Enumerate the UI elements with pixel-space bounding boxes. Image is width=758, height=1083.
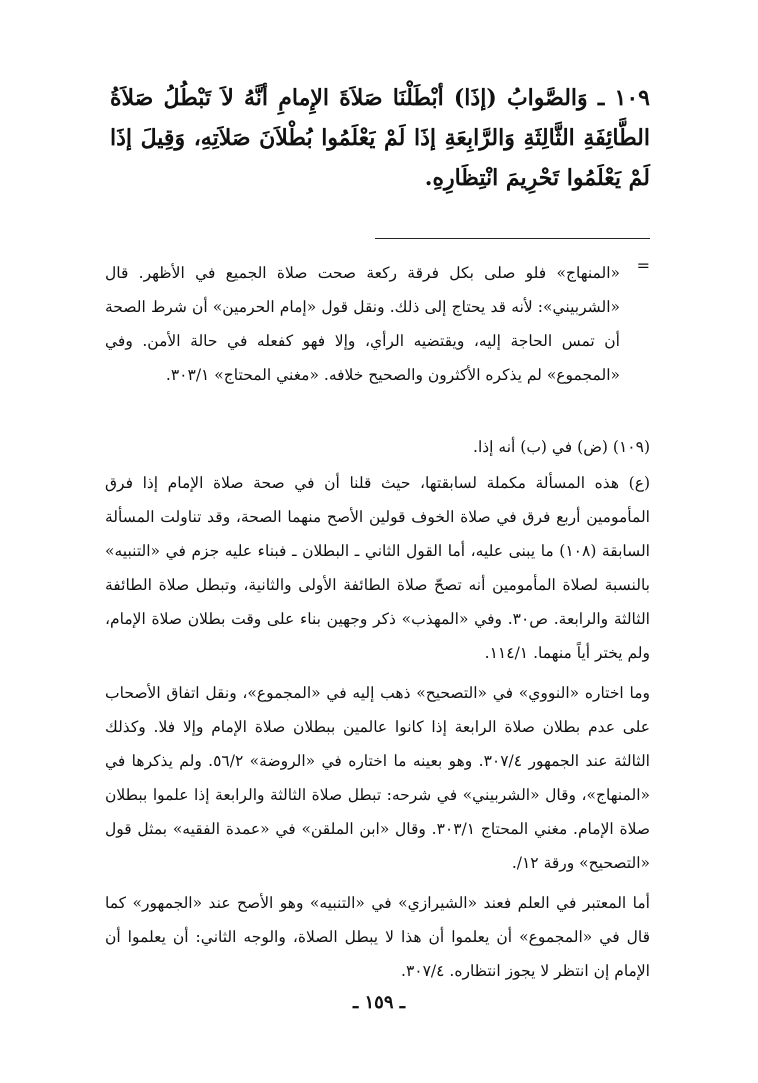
footnotes-section — [105, 430, 650, 994]
footnote-paragraph: أما المعتبر في العلم فعند «الشيرازي» في «التنبيه» وهو الأصح عند «الجمهور» كما قال في «المجموع» أن يعلموا أن هذا لا يبطل الصلاة، والوجه الثاني: أن يعلموا أن الإمام إن انتظر لا يجوز انتظاره. ٣٠٧/٤. — [105, 894, 650, 980]
footnote-divider — [375, 238, 650, 239]
footnote-heading-109: (١٠٩) (ض) في (ب) أنه إذا. — [473, 438, 650, 456]
main-text-issue-109: ١٠٩ ـ وَالصَّوابُ (إذَا) أبْطَلْنَا صَلاَةَ الإِمامِ أنَّهُ لاَ تَبْطُلُ صَلاَةُ الطَّائِفَةِ الثَّالِثَةِ وَالرَّابِعَةِ إذَا لَمْ يَعْلَمُوا بُطْلاَنَ صَلاَتِهِ، وَقِيلَ إذَا لَمْ يَعْلَمُوا تَحْرِيمَ انْتِظَارِهِ. — [110, 85, 650, 191]
footnote-continued — [105, 256, 650, 392]
footnote-paragraph: (ع) هذه المسألة مكملة لسابقتها، حيث قلنا أن في صحة صلاة الإمام إذا فرق المأمومين أربع فرق في صلاة الخوف قولين الأصح منهما الصحة، وقد تناولت المسألة السابقة (١٠٨) ما يبنى عليه، أما القول الثاني ـ البطلان ـ فبناء عليه جزم في «التنبيه» بالنسبة لصلاة المأمومين أنه تصحّ صلاة الطائفة الأولى والثانية، وتبطل صلاة الطائفة الثالثة والرابعة. ص٣٠. وفي «المهذب» ذكر وجهين بناء على وقت بطلان صلاة الإمام، ولم يختر أياً منهما. ١١٤/١. — [105, 474, 650, 662]
continuation-marker: = — [636, 256, 650, 275]
footnote-paragraph: وما اختاره «النووي» في «التصحيح» ذهب إليه في «المجموع»، ونقل اتفاق الأصحاب على عدم بطلان صلاة الرابعة إذا كانوا عالمين ببطلان صلاة الإمام وإلا فلا. وكذلك الثالثة عند الجمهور ٣٠٧/٤. وهو بعينه ما اختاره في «الروضة» ٥٦/٢. ولم يذكرها في «المنهاج»، وقال «الشربيني» في شرحه: تبطل صلاة الثالثة والرابعة إذا علموا ببطلان صلاة الإمام. مغني المحتاج ٣٠٣/١. وقال «ابن الملقن» في «عمدة الفقيه» بمثل قول «التصحيح» ورقة ١٢/. — [105, 684, 650, 872]
page-number: ـ ١٥٩ ـ — [352, 992, 406, 1013]
footnote-continued-text: «المنهاج» فلو صلى بكل فرقة ركعة صحت صلاة الجميع في الأظهر. قال «الشربيني»: لأنه قد يحتاج إلى ذلك. ونقل قول «إمام الحرمين» أن شرط الصحة أن تمس الحاجة إليه، ويقتضيه الرأي، وإلا فهو كفعله في حالة الأمن. وفي «المجموع» لم يذكره الأكثرون والصحيح خلافه. «مغني المحتاج» ٣٠٣/١. — [105, 264, 620, 384]
